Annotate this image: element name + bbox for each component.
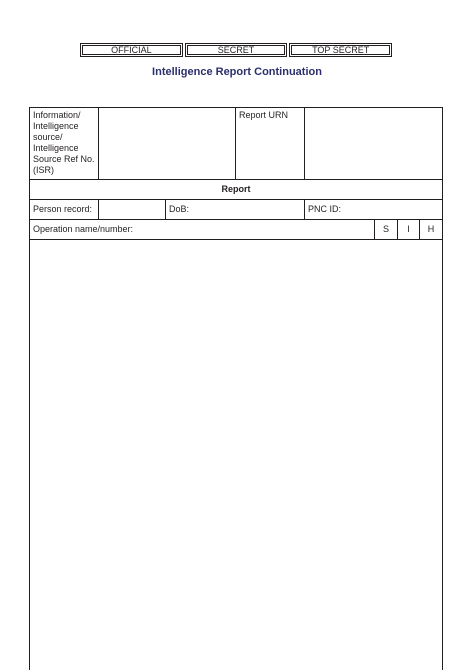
flag-i[interactable]: I (398, 220, 420, 239)
classification-official[interactable]: OFFICIAL (80, 43, 183, 57)
operation-field[interactable]: Operation name/number: (30, 220, 375, 239)
report-urn-field[interactable] (305, 108, 442, 179)
dob-field[interactable]: DoB: (166, 200, 305, 219)
report-body-field[interactable] (30, 240, 442, 670)
pnc-id-field[interactable]: PNC ID: (308, 204, 342, 214)
isr-label: Information/ Intelligence source/ Intelligence Source Ref No. (ISR) (30, 108, 99, 179)
report-form (29, 107, 443, 670)
flag-h[interactable]: H (427, 224, 435, 234)
isr-field[interactable] (99, 108, 236, 179)
report-heading-row (30, 180, 442, 200)
person-record-label: Person record: (30, 200, 99, 219)
classification-secret[interactable]: SECRET (185, 43, 288, 57)
classification-bar (80, 43, 392, 57)
classification-top-secret[interactable]: TOP SECRET (289, 43, 392, 57)
report-heading: Report (221, 184, 251, 194)
flag-s[interactable]: S (375, 220, 398, 239)
person-record-field[interactable] (99, 200, 166, 219)
report-urn-label: Report URN (236, 108, 305, 179)
report-body-area (30, 240, 442, 670)
operation-row (30, 220, 442, 240)
page-title: Intelligence Report Continuation (152, 66, 322, 78)
person-row (30, 200, 442, 220)
isr-row (30, 108, 442, 180)
